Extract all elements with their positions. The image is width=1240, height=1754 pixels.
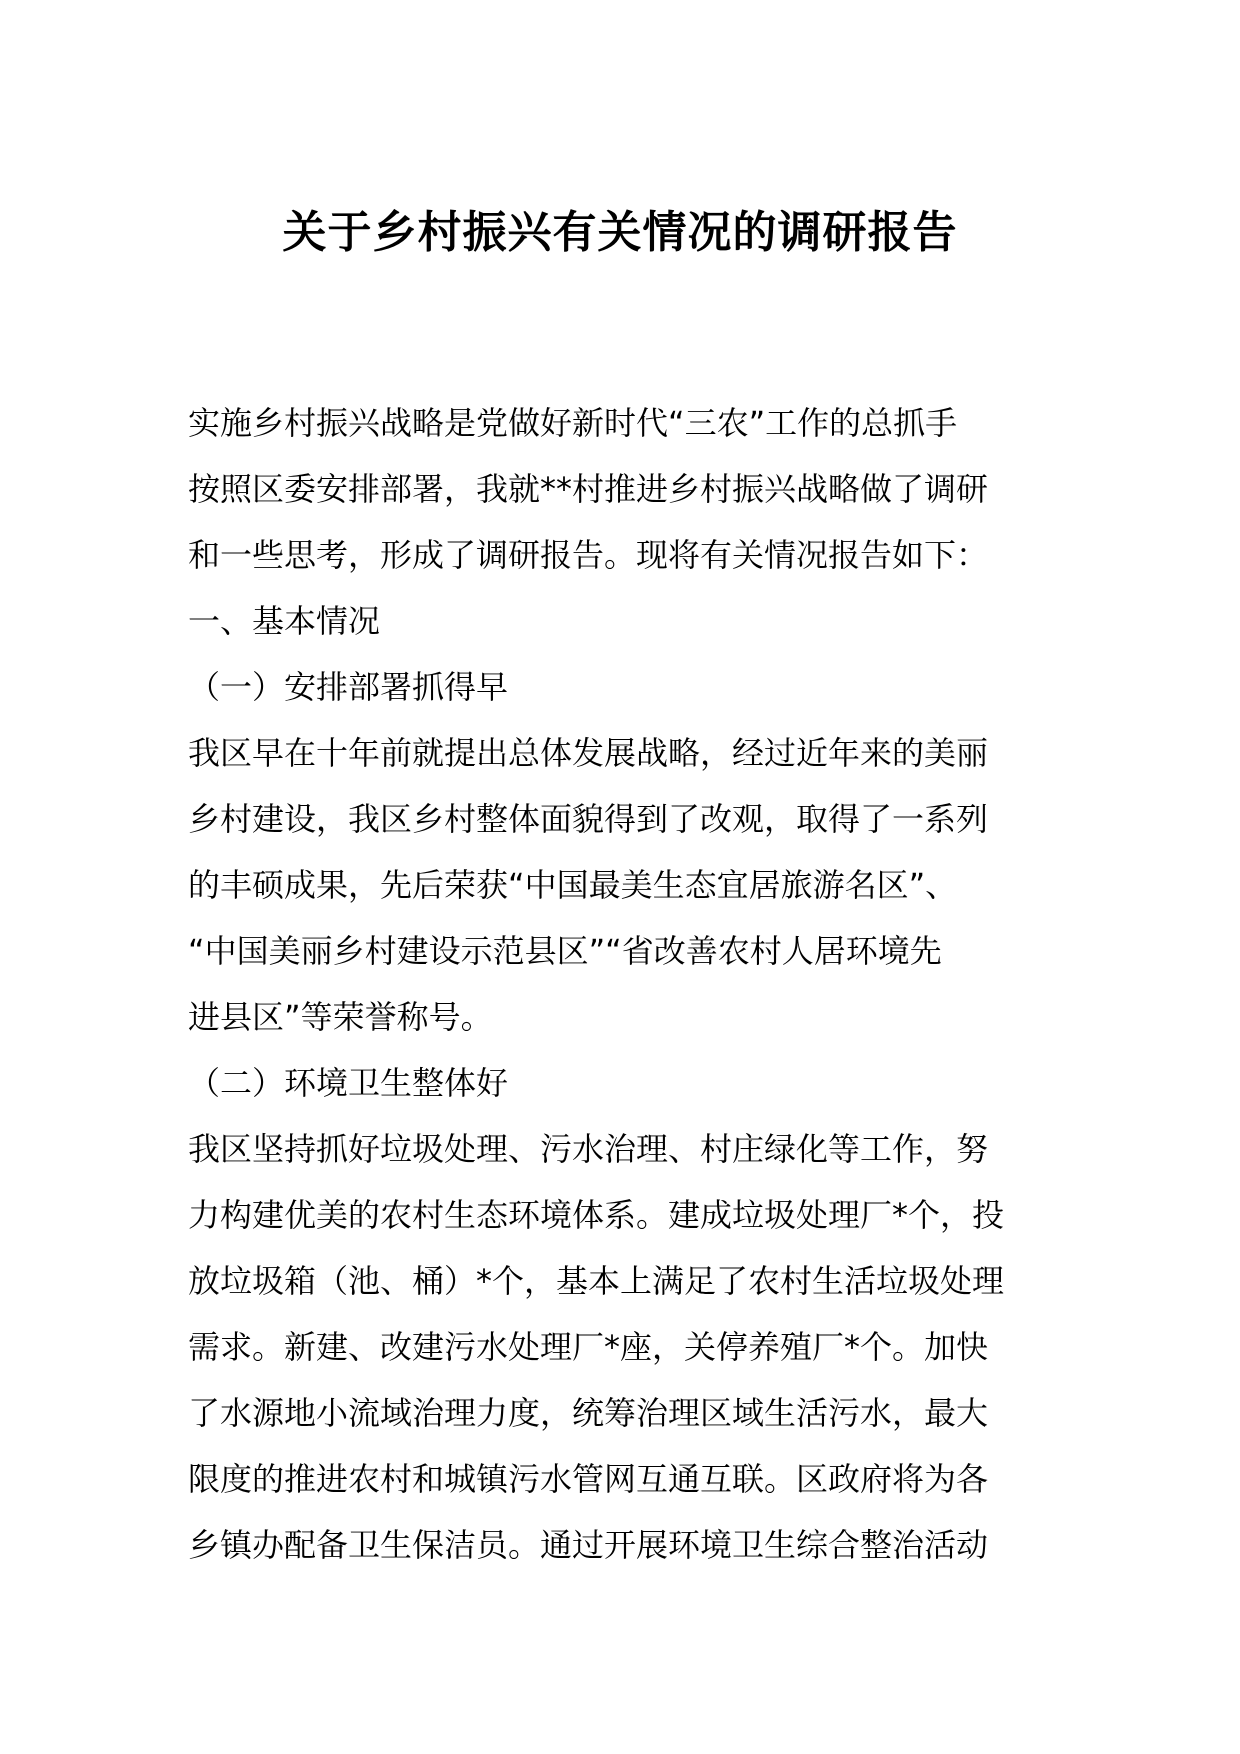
section-heading-basic-situation: 一、基本情况 [188, 602, 381, 640]
body-line: 乡镇办配备卫生保洁员。通过开展环境卫生综合整治活动 [188, 1526, 989, 1564]
body-line: 乡村建设，我区乡村整体面貌得到了改观，取得了一系列 [188, 800, 989, 838]
body-line: 限度的推进农村和城镇污水管网互通互联。区政府将为各 [188, 1460, 989, 1498]
body-line: 我区坚持抓好垃圾处理、污水治理、村庄绿化等工作，努 [188, 1130, 989, 1168]
body-line: 的丰硕成果，先后荣获“中国最美生态宜居旅游名区”、 [188, 866, 958, 904]
body-line: 进县区”等荣誉称号。 [188, 998, 493, 1036]
body-line: 和一些思考，形成了调研报告。现将有关情况报告如下： [188, 536, 989, 574]
document-body [188, 390, 1068, 1578]
body-line: 按照区委安排部署，我就**村推进乡村振兴战略做了调研 [188, 470, 989, 508]
body-line: 力构建优美的农村生态环境体系。建成垃圾处理厂*个，投 [188, 1196, 1005, 1234]
body-line: “中国美丽乡村建设示范县区”“省改善农村人居环境先 [188, 932, 942, 970]
subsection-heading-1: （一）安排部署抓得早 [188, 668, 509, 706]
body-line: 放垃圾箱（池、桶）*个，基本上满足了农村生活垃圾处理 [188, 1262, 1005, 1300]
body-line: 我区早在十年前就提出总体发展战略，经过近年来的美丽 [188, 734, 989, 772]
body-line: 实施乡村振兴战略是党做好新时代“三农”工作的总抓手 [188, 404, 958, 442]
subsection-heading-2: （二）环境卫生整体好 [188, 1064, 509, 1102]
document-title: 关于乡村振兴有关情况的调研报告 [282, 207, 958, 258]
body-line: 了水源地小流域治理力度，统筹治理区域生活污水，最大 [188, 1394, 989, 1432]
body-line: 需求。新建、改建污水处理厂*座，关停养殖厂*个。加快 [188, 1328, 989, 1366]
